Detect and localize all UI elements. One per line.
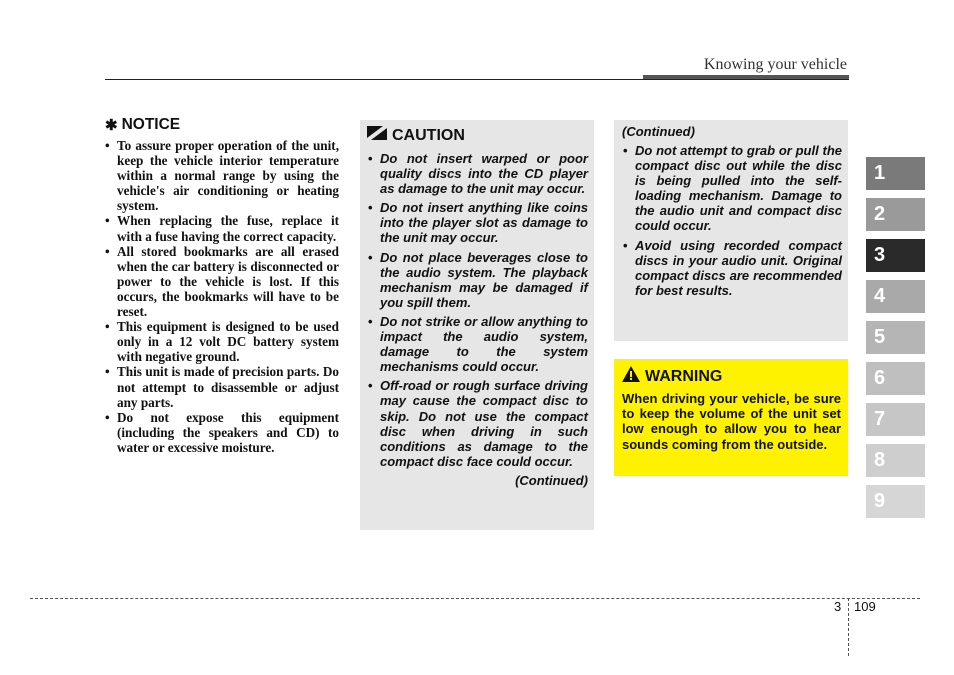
continued-heading: (Continued) xyxy=(622,124,695,139)
caution-title: CAUTION xyxy=(392,126,465,144)
caution-item: • Do not place beverages close to the audio system. The playback mechanism may be damaged if you spill them. xyxy=(367,250,588,310)
caution-item: • Off-road or rough surface driving may cause the compact disc to skip. Do not use the compact disc when driving in such conditions as damage to the compact disc face could occur. xyxy=(367,378,588,469)
notice-item: • Do not expose this equipment (including the speakers and CD) to water or excessive moisture. xyxy=(105,410,339,455)
page-header-title: Knowing your vehicle xyxy=(703,56,847,73)
caution-item: • Do not strike or allow anything to impact the audio system, damage to the system mechanisms could occur. xyxy=(367,314,588,374)
continued-caution-box xyxy=(614,120,848,341)
chapter-tab-3-active[interactable]: 3 xyxy=(866,239,925,272)
warning-body: When driving your vehicle, be sure to keep the volume of the unit set low enough to allow you to hear sounds coming from the outside. xyxy=(622,391,841,452)
notice-star-icon: ✱ xyxy=(105,117,118,134)
chapter-tab-6[interactable]: 6 xyxy=(866,362,925,395)
chapter-tab-7[interactable]: 7 xyxy=(866,403,925,436)
chapter-tabs xyxy=(866,157,925,526)
continued-item: • Avoid using recorded compact discs in your audio unit. Original compact discs are recommended for best results. xyxy=(622,238,842,298)
footer-divider xyxy=(30,598,920,599)
footer-page-number: 109 xyxy=(854,599,876,614)
notice-item: • When replacing the fuse, replace it with a fuse having the correct capacity. xyxy=(105,213,339,243)
notice-item: • This equipment is designed to be used only in a 12 volt DC battery system with negative ground. xyxy=(105,319,339,364)
notice-item: • To assure proper operation of the unit, keep the vehicle interior temperature within a normal range by using the vehicle's air conditioning or heating system. xyxy=(105,138,339,213)
chapter-tab-5[interactable]: 5 xyxy=(866,321,925,354)
footer-chapter-number: 3 xyxy=(834,599,842,614)
warning-box xyxy=(614,359,848,476)
caution-item: • Do not insert anything like coins into the player slot as damage to the unit may occur. xyxy=(367,200,588,245)
continued-list xyxy=(622,143,842,298)
chapter-tab-2[interactable]: 2 xyxy=(866,198,925,231)
caution-heading xyxy=(367,126,588,145)
caution-icon xyxy=(367,126,387,145)
notice-item: • All stored bookmarks are all erased when the car battery is disconnected or power to the vehicle is lost. If this occurs, the bookmarks will have to be reset. xyxy=(105,244,339,319)
caution-item: • Do not insert warped or poor quality discs into the CD player as damage to the unit may occur. xyxy=(367,151,588,196)
notice-title: NOTICE xyxy=(121,116,181,133)
warning-triangle-icon xyxy=(622,366,640,387)
header-rule xyxy=(105,79,849,80)
notice-heading xyxy=(105,116,339,134)
notice-list xyxy=(105,138,339,455)
chapter-tab-1[interactable]: 1 xyxy=(866,157,925,190)
warning-title: WARNING xyxy=(645,367,723,385)
footer-vertical-divider xyxy=(848,598,849,656)
chapter-tab-9[interactable]: 9 xyxy=(866,485,925,518)
caution-continued-label: (Continued) xyxy=(515,472,588,488)
chapter-tab-4[interactable]: 4 xyxy=(866,280,925,313)
notice-section xyxy=(105,116,339,455)
continued-item: • Do not attempt to grab or pull the compact disc out while the disc is being pulled into the self-loading mechanism. Damage to the audio unit and compact disc could occur. xyxy=(622,143,842,234)
warning-heading xyxy=(622,366,841,387)
caution-box xyxy=(360,120,594,530)
chapter-tab-8[interactable]: 8 xyxy=(866,444,925,477)
notice-item: • This unit is made of precision parts. Do not attempt to disassemble or adjust any parts. xyxy=(105,364,339,409)
caution-list xyxy=(367,151,588,469)
